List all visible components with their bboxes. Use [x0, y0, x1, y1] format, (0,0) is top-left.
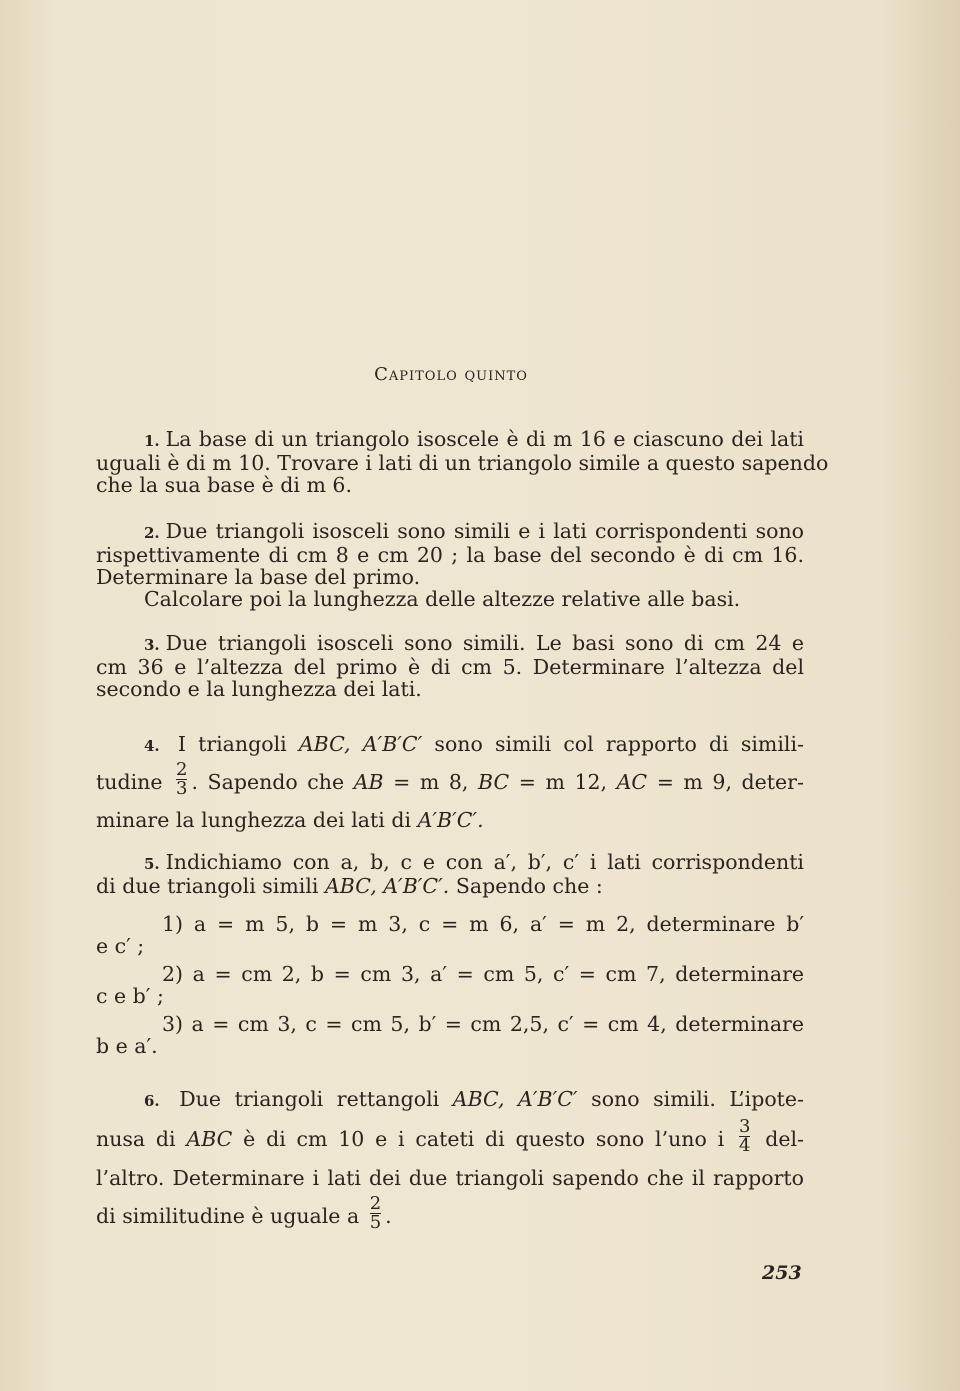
page-number: 253: [762, 1262, 802, 1284]
exercise-text: secondo e la lunghezza dei lati.: [96, 677, 422, 701]
exercise-text: l’altro. Determinare i lati dei due triangoli sapendo che il rapporto: [96, 1166, 804, 1190]
exercise-number: 3.: [144, 636, 160, 654]
exercise-text: che la sua base è di m 6.: [96, 473, 352, 497]
exercise-text: del-: [765, 1127, 804, 1151]
exercise-text: Determinare la base del primo.: [96, 565, 421, 589]
exercise-text: .: [385, 1204, 392, 1228]
fraction-denominator: 4: [739, 1135, 751, 1156]
exercise-text: di due triangoli simili: [96, 874, 319, 898]
fraction: [739, 1118, 750, 1155]
case-2: 2) a = cm 2, b = cm 3, a′ = cm 5, c′ = cm 7, determinare: [162, 962, 804, 986]
triangle-name: ABC, A′B′C′: [452, 1087, 578, 1111]
exercise-3: [96, 632, 804, 700]
exercise-text: = m 12,: [518, 770, 608, 794]
fraction-numerator: 2: [369, 1193, 382, 1214]
exercise-5: [96, 851, 804, 1057]
exercise-text: Due triangoli isosceli sono simili. Le basi sono di cm 24 e: [165, 631, 804, 655]
triangle-name: ABC, A′B′C′.: [325, 874, 450, 898]
exercise-text: sono simili. L’ipote-: [591, 1087, 804, 1111]
exercise-text: Sapendo che :: [455, 874, 603, 898]
case-1-cont: e c′ ;: [96, 934, 145, 958]
exercise-text: rispettivamente di cm 8 e cm 20 ; la base del secondo è di cm 16.: [96, 543, 804, 567]
exercise-number: 6.: [144, 1092, 160, 1110]
fraction: [370, 1195, 381, 1232]
exercise-text: Indichiamo con a, b, c e con a′, b′, c′ i lati corrispondenti: [165, 850, 804, 874]
exercise-text: = m 8,: [393, 770, 469, 794]
exercise-text: uguali è di m 10. Trovare i lati di un triangolo simile a questo sapendo: [96, 451, 829, 475]
exercise-text: nusa di: [96, 1127, 176, 1151]
exercise-text: . Sapendo che: [191, 770, 345, 794]
exercise-text: Due triangoli isosceli sono simili e i lati corrispondenti sono: [165, 519, 804, 543]
case-1: 1) a = m 5, b = m 3, c = m 6, a′ = m 2, determinare b′: [162, 912, 804, 936]
triangle-name: ABC,: [298, 732, 351, 756]
exercise-text: è di cm 10 e i cateti di questo sono l’uno i: [243, 1127, 725, 1151]
fraction: [176, 761, 187, 798]
exercise-text: tudine: [96, 770, 163, 794]
fraction-denominator: 3: [176, 778, 188, 799]
exercise-text: I triangoli: [177, 732, 287, 756]
fraction-denominator: 5: [369, 1212, 382, 1233]
segment-name: AB: [353, 770, 384, 794]
exercise-text: cm 36 e l’altezza del primo è di cm 5. Determinare l’altezza del: [96, 655, 804, 679]
triangle-name: A′B′C′: [362, 732, 423, 756]
exercise-text: sono simili col rapporto di simili-: [434, 732, 804, 756]
exercise-text: La base di un triangolo isoscele è di m 16 e ciascuno dei lati: [165, 427, 804, 451]
segment-name: BC: [478, 770, 510, 794]
exercise-number: 5.: [144, 855, 160, 873]
fraction-numerator: 3: [739, 1116, 751, 1137]
exercise-1: [96, 427, 829, 497]
case-3: 3) a = cm 3, c = cm 5, b′ = cm 2,5, c′ = cm 4, determinare: [162, 1012, 804, 1036]
exercise-2: [96, 520, 804, 610]
exercise-text: = m 9, deter-: [656, 770, 804, 794]
fraction-numerator: 2: [176, 759, 188, 780]
segment-name: AC: [616, 770, 648, 794]
chapter-title: Capitolo quinto: [374, 364, 528, 385]
exercise-text: Calcolare poi la lunghezza delle altezze relative alle basi.: [144, 587, 741, 611]
exercise-number: 4.: [144, 737, 160, 755]
exercise-text: Due triangoli rettangoli: [179, 1087, 440, 1111]
case-3-cont: b e a′.: [96, 1034, 158, 1058]
exercise-4: [96, 726, 804, 838]
exercise-text: di similitudine è uguale a: [96, 1204, 360, 1228]
case-2-cont: c e b′ ;: [96, 984, 164, 1008]
exercise-number: 1.: [144, 432, 160, 450]
triangle-name: ABC: [186, 1127, 233, 1151]
exercise-6: [96, 1080, 804, 1236]
exercise-text: minare la lunghezza dei lati di: [96, 808, 412, 832]
triangle-name: A′B′C′.: [417, 808, 484, 832]
exercise-number: 2.: [144, 524, 160, 542]
